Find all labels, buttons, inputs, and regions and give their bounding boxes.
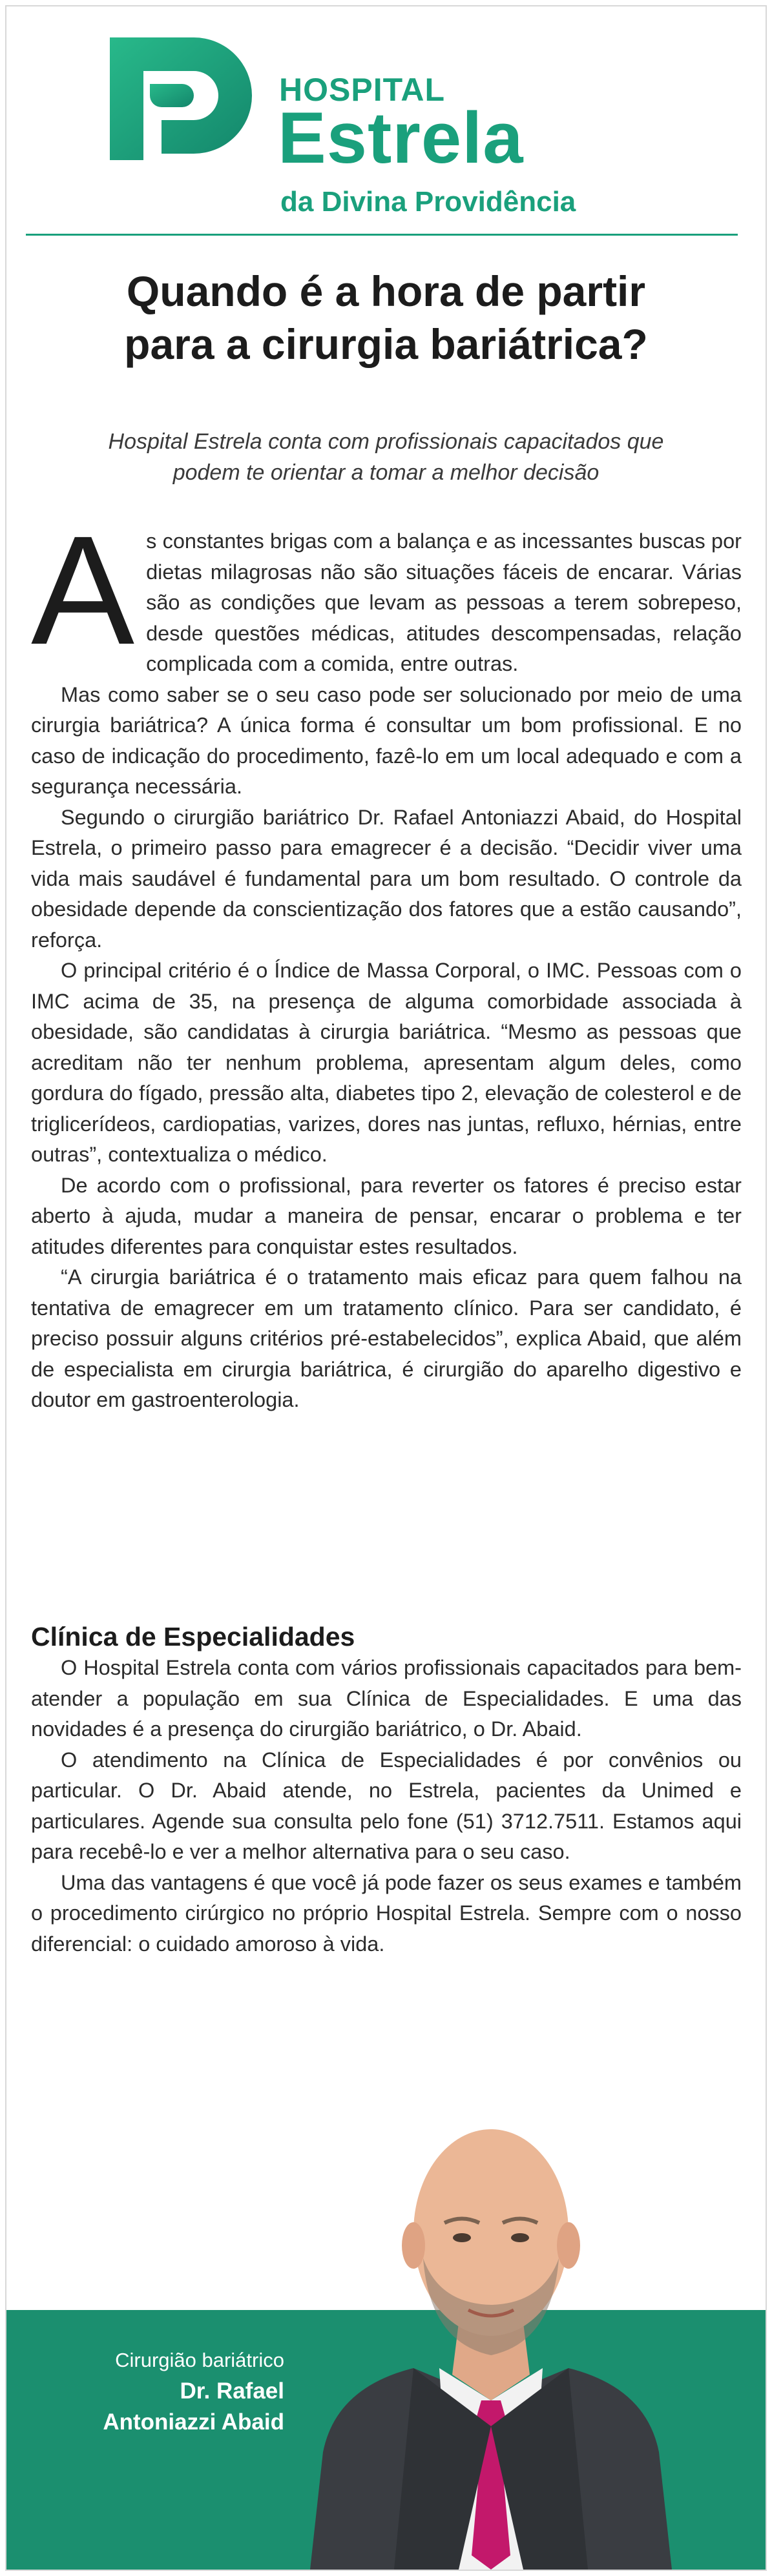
paragraph-4: O principal critério é o Índice de Massa Corporal, o IMC. Pessoas com o IMC acima de 35, na presença de alguma comorbidade associada à obesidade, são candidatas à cirurgia bariátrica. “Mesmo as pessoas que acreditam não ter nenhum problema, apresentam algum deles, como gordura do fígado, pressão alta, diabetes tipo 2, elevação de colesterol e de triglicerídeos, cardiopatias, varizes, dores nas juntas, refluxo, hérnias, entre outras”, contextualiza o médico. bbox=[31, 959, 742, 1166]
brand-line-estrela: Estrela bbox=[278, 97, 524, 178]
paragraph-2: Mas como saber se o seu caso pode ser solucionado por meio de uma cirurgia bariátrica? A única forma é consultar um bom profissional. E no caso de indicação do procedimento, fazê-lo em um local adequado e com a segurança necessária. bbox=[31, 682, 742, 798]
section-title: Clínica de Especialidades bbox=[31, 1622, 355, 1651]
drop-cap: A bbox=[31, 504, 135, 677]
paragraph-9: Uma das vantagens é que você já pode fazer os seus exames e também o procedimento cirúrgico no próprio Hospital Estrela. Sempre com o nosso diferencial: o cuidado amoroso à vida. bbox=[31, 1870, 742, 1956]
caption-name-line-1: Dr. Rafael bbox=[180, 2378, 284, 2404]
paragraph-1 bbox=[31, 504, 742, 680]
headline-line-1: Quando é a hora de partir bbox=[126, 267, 646, 315]
header-divider bbox=[26, 234, 738, 236]
paragraph-3: Segundo o cirurgião bariátrico Dr. Rafael Antoniazzi Abaid, do Hospital Estrela, o primeiro passo para emagrecer é a decisão. “Decidir viver uma vida mais saudável é fundamental para um bom resultado. O controle da obesidade depende da conscientização dos fatores que a estão causando”, reforça. bbox=[31, 805, 742, 952]
article-body bbox=[31, 504, 742, 1416]
doctor-photo bbox=[297, 2065, 685, 2570]
hospital-logo-icon bbox=[97, 25, 265, 174]
paragraph-5: De acordo com o profissional, para reverter os fatores é preciso estar aberto à ajuda, mudar a maneira de pensar, encarar o problema e ter atitudes diferentes para conquistar estes resultados. bbox=[31, 1173, 742, 1258]
paragraph-8: O atendimento na Clínica de Especialidades é por convênios ou particular. O Dr. Abaid atende, no Estrela, pacientes da Unimed e particulares. Agende sua consulta pelo fone (51) 3712.7511. Estamos aqui para recebê-lo e ver a melhor alternativa para o seu caso. bbox=[31, 1748, 742, 1863]
brand-line-hospital: HOSPITAL bbox=[279, 72, 446, 108]
paragraph-7: O Hospital Estrela conta com vários profissionais capacitados para bem-atender a população em sua Clínica de Especialidades. E uma das novidades é a presença do cirurgião bariátrico, o Dr. Abaid. bbox=[31, 1656, 742, 1741]
subheadline-line-2: podem te orientar a tomar a melhor decisão bbox=[172, 460, 600, 485]
article-subheadline bbox=[39, 426, 733, 488]
article-headline bbox=[39, 265, 733, 371]
caption-role: Cirurgião bariátrico bbox=[115, 2349, 284, 2371]
article-body-section-2 bbox=[31, 1653, 742, 1959]
caption-name-line-2: Antoniazzi Abaid bbox=[103, 2409, 284, 2435]
subheadline-line-1: Hospital Estrela conta com profissionais capacitados que bbox=[108, 429, 664, 454]
paragraph-6: “A cirurgia bariátrica é o tratamento mais eficaz para quem falhou na tentativa de emagrecer em um tratamento clínico. Para ser candidato, é preciso possuir alguns critérios pré-estabelecidos”, explica Abaid, que além de especialista em cirurgia bariátrica, é cirurgião do aparelho digestivo e doutor em gastroenterologia. bbox=[31, 1265, 742, 1411]
headline-line-2: para a cirurgia bariátrica? bbox=[124, 320, 648, 368]
paragraph-1-text: s constantes brigas com a balança e as incessantes buscas por dietas milagrosas não são situações fáceis de encarar. Várias são as condições que levam as pessoas a terem sobrepeso, desde questões médicas, atitudes descompensadas, relação complicada com a comida, entre outras. bbox=[146, 529, 742, 675]
brand-line-divina: da Divina Providência bbox=[280, 186, 576, 218]
